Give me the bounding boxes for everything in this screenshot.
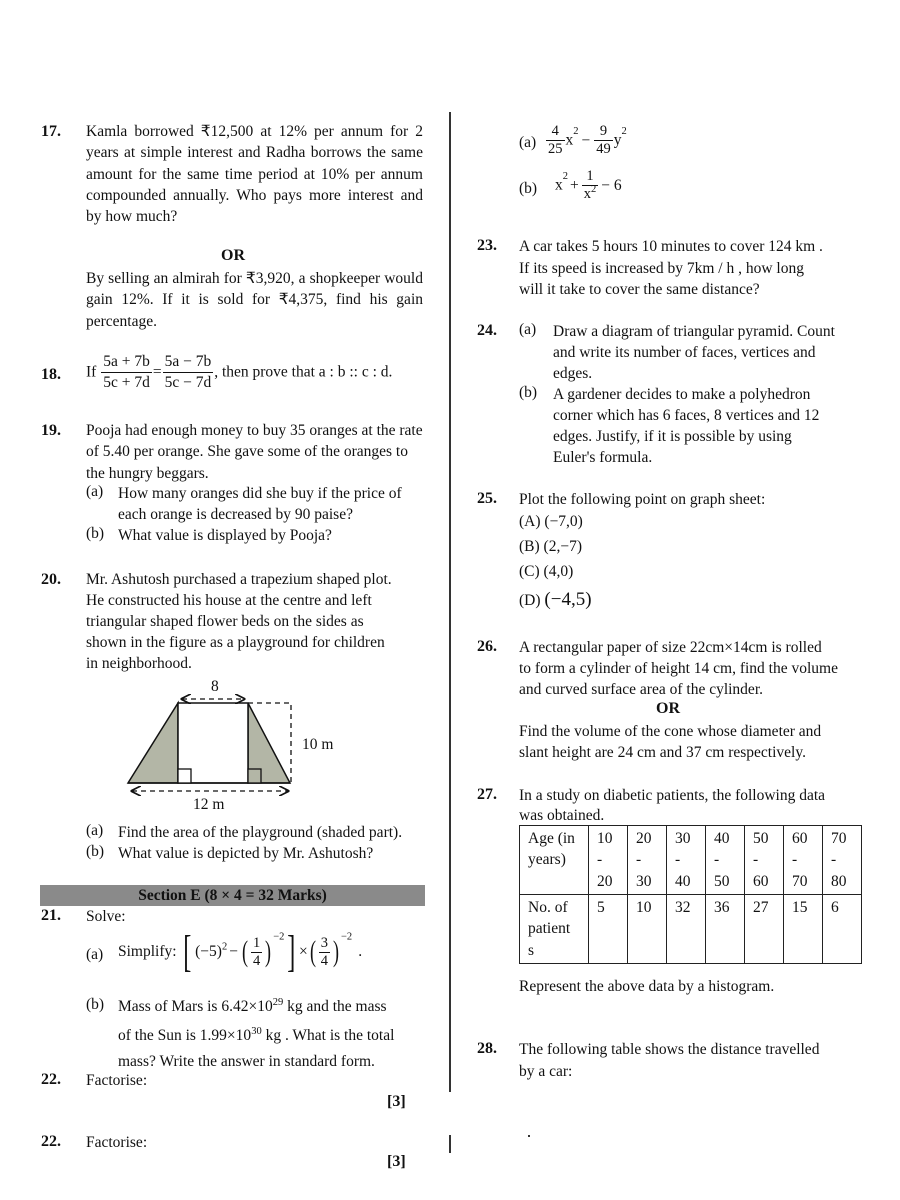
q26-line-3: and curved surface area of the cylinder.: [519, 681, 763, 698]
q28-line-2: by a car:: [519, 1063, 573, 1080]
q23-line-3: will it take to cover the same distance?: [519, 281, 760, 298]
q21a-frac1-num: 1: [252, 934, 261, 951]
question-number-19: 19.: [41, 422, 61, 439]
q19-part-b-line1: What value is displayed by Pooja?: [118, 527, 332, 544]
q19-part-a-label: (a): [86, 483, 104, 500]
q21-part-a-expression: [118, 927, 363, 976]
q26-alt-line-1: Find the volume of the cone whose diameter and: [519, 723, 822, 740]
q18-fraction-1: [101, 352, 152, 393]
q25-point-d-value: (−4,5): [544, 589, 592, 610]
q25-point-a: [519, 511, 583, 532]
question-number-18: 18.: [41, 366, 61, 383]
table-cell-patients: 6: [823, 895, 862, 964]
question-number-25: 25.: [477, 490, 497, 507]
q19-part-a-line1: How many oranges did she buy if the price of: [118, 485, 402, 502]
q21a-times: ×: [299, 943, 308, 960]
age-header-line2: years): [528, 851, 566, 869]
q25-point-b: [519, 536, 582, 557]
q22-text: Factorise:: [86, 1072, 148, 1089]
table-cell-patients: 36: [706, 895, 745, 964]
q20-part-b-label: (b): [86, 843, 105, 860]
left-flower-bed: [128, 703, 178, 783]
q21b-line2-pre: of the Sun is 1.99×10: [118, 1027, 252, 1044]
q22a-var2: y: [613, 131, 622, 149]
q18-frac1-num: 5a + 7b: [101, 352, 152, 373]
left-paren-2: (: [309, 935, 316, 968]
q20-part-a-label: (a): [86, 822, 104, 839]
question-19-text: Pooja had enough money to buy 35 oranges at the rate of 5.40 per orange. She gave some of the oranges to the hungry beggars.: [86, 422, 423, 482]
q21b-line1-pre: Mass of Mars is 6.42×10: [118, 998, 273, 1015]
q26-or: OR: [656, 700, 680, 717]
q22b-frac-den: [582, 186, 599, 203]
q22-marks: [3]: [387, 1093, 406, 1110]
q25-point-a-label: (A): [519, 513, 541, 530]
q21a-frac2-num: 3: [320, 934, 329, 951]
table-cell-age-range: 10 - 20: [589, 826, 628, 895]
left-paren-1: (: [241, 935, 248, 968]
q24-part-a-line-3: edges.: [553, 365, 593, 382]
q21a-frac1: [251, 935, 262, 970]
table-row-age: [520, 826, 862, 895]
q25-point-b-label: (B): [519, 538, 540, 555]
table-cell-age-range: 20 - 30: [628, 826, 667, 895]
q18-suffix: , then prove that a : b :: c : d.: [214, 363, 393, 381]
table-cell-age-range: 60 - 70: [784, 826, 823, 895]
q25-point-c-label: (C): [519, 563, 540, 580]
q21b-line2-post: kg . What is the total: [261, 1027, 395, 1044]
q22b-frac: [582, 168, 599, 203]
left-bracket: [: [183, 927, 192, 976]
question-number-21: 21.: [41, 907, 61, 924]
q22-part-b-expression: [555, 168, 622, 203]
q18-frac2-num: 5a − 7b: [163, 352, 214, 373]
q20-line-4: shown in the figure as a playground for children: [86, 634, 385, 651]
q22a-frac2: [594, 123, 613, 158]
right-paren-2: ): [333, 935, 340, 968]
q21a-frac1-den: 4: [252, 952, 261, 969]
table-row-patients: [520, 895, 862, 964]
footer-question-number: 22.: [41, 1133, 61, 1150]
q24-part-b-label: (b): [519, 384, 538, 401]
q22-part-b-label: (b): [519, 180, 538, 197]
q18-frac1-den: 5c + 7d: [103, 374, 150, 391]
q24-part-b-line-4: Euler's formula.: [553, 449, 653, 466]
age-header-line1: Age (in: [528, 830, 575, 847]
footer-marks: [3]: [387, 1153, 406, 1170]
column-divider: [449, 112, 451, 1092]
table-cell-patients: 15: [784, 895, 823, 964]
column-divider-footer: [449, 1135, 451, 1153]
q24-part-b-line-1: A gardener decides to make a polyhedron: [553, 386, 811, 403]
q21-part-b-line1: [118, 996, 387, 1017]
q26-alt-line-2: slant height are 24 cm and 37 cm respectively.: [519, 744, 806, 761]
question-number-28: 28.: [477, 1040, 497, 1057]
q22b-tail: − 6: [601, 176, 622, 194]
q22a-frac1: [546, 123, 565, 158]
figure-top-label: 8: [211, 678, 219, 695]
figure-bottom-label: 12 m: [193, 796, 225, 813]
q22a-exp1: 2: [573, 126, 579, 138]
q18-prefix: If: [86, 363, 97, 381]
q19-part-b-label: (b): [86, 525, 105, 542]
q22b-den-exp: 2: [591, 184, 597, 196]
q21a-frac2: [319, 935, 330, 970]
q23-line-2: If its speed is increased by 7km / h , how long: [519, 260, 804, 277]
question-17-alt-text: By selling an almirah for ₹3,920, a shopkeeper would gain 12%. If it is sold for ₹4,375, find his gain percentage.: [86, 270, 423, 330]
q24-part-b-line-3: edges. Justify, if it is possible by using: [553, 428, 792, 445]
q23-line-1: A car takes 5 hours 10 minutes to cover 124 km .: [519, 238, 823, 255]
q25-point-d: [519, 589, 592, 611]
question-number-27: 27.: [477, 786, 497, 803]
q20-part-b-text: What value is depicted by Mr. Ashutosh?: [118, 845, 374, 862]
question-number-26: 26.: [477, 638, 497, 655]
table-header-age: [520, 826, 589, 895]
q25-text: Plot the following point on graph sheet:: [519, 491, 766, 508]
table-cell-patients: 5: [589, 895, 628, 964]
q24-part-a-label: (a): [519, 321, 537, 338]
q27-line-1: In a study on diabetic patients, the following data: [519, 787, 826, 804]
table-header-patients: [520, 895, 589, 964]
q20-line-1: Mr. Ashutosh purchased a trapezium shaped plot.: [86, 571, 392, 588]
q25-point-c-value: (4,0): [543, 563, 574, 580]
q21-part-b-label: (b): [86, 996, 105, 1013]
q21b-line1-post: kg and the mass: [283, 998, 387, 1015]
q25-point-a-value: (−7,0): [544, 513, 583, 530]
question-number-17: 17.: [41, 123, 61, 140]
q21a-end: .: [358, 943, 363, 960]
q20-line-5: in neighborhood.: [86, 655, 192, 672]
patients-header-line2: patient: [528, 920, 571, 938]
q22b-var: x: [555, 176, 563, 194]
q21a-prefix: Simplify:: [118, 943, 177, 960]
question-17-text: Kamla borrowed ₹12,500 at 12% per annum for 2 years at simple interest and Radha borrows the same amount for the same time period at 10% per annum compounded annually. Who pays more interest and by how much?: [86, 123, 423, 226]
q28-line-1: The following table shows the distance travelled: [519, 1041, 820, 1058]
q22a-var1: x: [565, 131, 574, 149]
right-bracket: ]: [287, 927, 296, 976]
footer-dot: [528, 1135, 530, 1137]
q21a-exp3: −2: [341, 931, 353, 943]
q18-equals: =: [152, 363, 162, 381]
q24-part-b-line-2: corner which has 6 faces, 8 vertices and 12: [553, 407, 820, 424]
q24-part-a-line-2: and write its number of faces, vertices and: [553, 344, 816, 361]
q22a-frac2-num: 9: [594, 123, 613, 141]
question-number-22: 22.: [41, 1071, 61, 1088]
figure-height-label: 10 m: [302, 736, 334, 753]
patients-header-line1: No. of: [528, 899, 568, 916]
q25-point-c: [519, 561, 573, 582]
table-cell-patients: 32: [667, 895, 706, 964]
q21a-exp2: −2: [273, 931, 285, 943]
q21a-base: (−5): [195, 943, 222, 960]
q27-instruction: Represent the above data by a histogram.: [519, 978, 775, 995]
q21a-minus: −: [229, 943, 238, 960]
q22a-frac1-num: 4: [546, 123, 565, 141]
q21-intro: Solve:: [86, 908, 126, 925]
q21a-frac2-den: 4: [320, 952, 329, 969]
right-paren-1: ): [265, 935, 272, 968]
patients-header-line3: s: [528, 941, 535, 959]
footer-question-text: Factorise:: [86, 1134, 148, 1151]
q22-part-a-expression: [545, 123, 627, 158]
q21b-line2-exp: 30: [251, 1025, 262, 1037]
section-e-header: Section E (8 × 4 = 32 Marks): [40, 885, 425, 906]
q21a-exp1: 2: [221, 941, 228, 953]
q21-part-a-label: (a): [86, 946, 104, 963]
q19-part-a-line2: each orange is decreased by 90 paise?: [118, 506, 353, 523]
right-angle-mark-right: [248, 769, 261, 783]
q20-line-2: He constructed his house at the centre and left: [86, 592, 372, 609]
q22b-exp: 2: [562, 171, 568, 183]
q22a-frac1-den: 25: [548, 141, 563, 157]
q21b-line1-exp: 29: [272, 996, 284, 1008]
q22a-exp2: 2: [621, 126, 627, 138]
q21-part-b-line3: mass? Write the answer in standard form.: [118, 1053, 375, 1070]
q22b-plus: +: [570, 176, 579, 194]
table-cell-age-range: 70 - 80: [823, 826, 862, 895]
q20-line-3: triangular shaped flower beds on the sides as: [86, 613, 364, 630]
table-cell-age-range: 40 - 50: [706, 826, 745, 895]
question-number-20: 20.: [41, 571, 61, 588]
question-number-24: 24.: [477, 322, 497, 339]
q22a-minus: −: [581, 131, 591, 149]
diabetic-patients-table: [519, 825, 862, 964]
q22-part-a-label: (a): [519, 134, 537, 151]
q22b-frac-num: 1: [582, 168, 599, 186]
q22b-den-var: x: [583, 186, 591, 202]
q22a-frac2-den: 49: [596, 141, 611, 157]
q24-part-a-line-1: Draw a diagram of triangular pyramid. Count: [553, 323, 835, 340]
q20-part-a-text: Find the area of the playground (shaded part).: [118, 824, 403, 841]
q27-line-2: was obtained.: [519, 807, 605, 824]
q25-point-b-value: (2,−7): [543, 538, 582, 555]
table-cell-age-range: 30 - 40: [667, 826, 706, 895]
question-number-23: 23.: [477, 237, 497, 254]
q18-fraction-2: [163, 352, 214, 393]
table-cell-patients: 10: [628, 895, 667, 964]
question-18-text: [86, 352, 392, 393]
table-cell-patients: 27: [745, 895, 784, 964]
q25-point-d-label: (D): [519, 592, 541, 609]
q26-line-2: to form a cylinder of height 14 cm, find the volume: [519, 660, 838, 677]
right-angle-mark-left: [178, 769, 191, 783]
question-17-or: OR: [221, 247, 245, 264]
table-cell-age-range: 50 - 60: [745, 826, 784, 895]
q26-line-1: A rectangular paper of size 22cm×14cm is rolled: [519, 639, 822, 656]
q18-frac2-den: 5c − 7d: [164, 374, 212, 391]
q21-part-b-line2: [118, 1025, 394, 1046]
